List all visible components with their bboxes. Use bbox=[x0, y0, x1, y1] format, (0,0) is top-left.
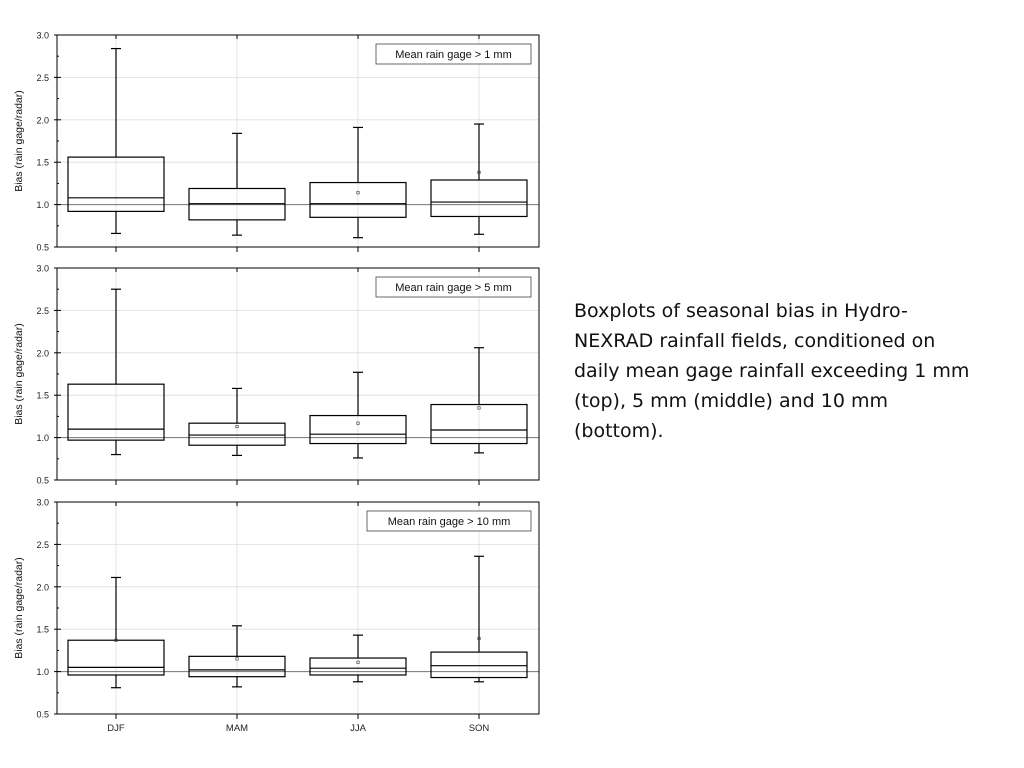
y-tick-label: 3.0 bbox=[36, 263, 49, 274]
y-tick-label: 0.5 bbox=[36, 709, 49, 720]
y-tick-label: 0.5 bbox=[36, 242, 49, 253]
y-tick-label: 2.5 bbox=[36, 539, 49, 550]
chart-panel-1 bbox=[13, 31, 539, 253]
y-tick-label: 3.0 bbox=[36, 30, 49, 41]
y-axis-label: Bias (rain gage/radar) bbox=[13, 557, 25, 659]
box-MAM bbox=[189, 133, 285, 235]
y-tick-label: 1.5 bbox=[36, 390, 49, 401]
plot-frame bbox=[57, 502, 539, 714]
y-axis-label: Bias (rain gage/radar) bbox=[13, 323, 25, 425]
y-tick-label: 1.0 bbox=[36, 667, 49, 678]
y-tick-label: 0.5 bbox=[36, 475, 49, 486]
box-JJA bbox=[310, 635, 406, 682]
y-tick-label: 2.0 bbox=[36, 115, 49, 126]
box-JJA bbox=[310, 372, 406, 458]
box-MAM bbox=[189, 388, 285, 455]
y-tick-label: 1.0 bbox=[36, 200, 49, 211]
y-tick-label: 2.0 bbox=[36, 348, 49, 359]
x-tick-label: SON bbox=[468, 723, 490, 734]
figure-caption: Boxplots of seasonal bias in Hydro-NEXRAD rainfall fields, conditioned on daily mean gage rainfall exceeding 1 mm (top), 5 mm (middle) and 10 mm (bottom). bbox=[574, 300, 970, 442]
y-tick-label: 1.5 bbox=[36, 624, 49, 635]
y-axis-label: Bias (rain gage/radar) bbox=[13, 90, 25, 192]
y-tick-label: 2.5 bbox=[36, 72, 49, 83]
legend-label: Mean rain gage > 10 mm bbox=[387, 516, 511, 528]
box-JJA bbox=[310, 127, 406, 237]
box-SON bbox=[431, 124, 527, 234]
legend-label: Mean rain gage > 1 mm bbox=[395, 49, 512, 61]
legend-label: Mean rain gage > 5 mm bbox=[395, 282, 512, 294]
y-tick-label: 1.0 bbox=[36, 433, 49, 444]
box-MAM bbox=[189, 626, 285, 687]
x-tick-label: MAM bbox=[225, 723, 249, 734]
plot-frame bbox=[57, 35, 539, 247]
y-tick-label: 2.5 bbox=[36, 305, 49, 316]
chart-panel-2 bbox=[13, 264, 539, 486]
x-tick-label: JJA bbox=[350, 723, 366, 734]
chart-panel-3 bbox=[13, 498, 539, 735]
y-tick-label: 1.5 bbox=[36, 157, 49, 168]
y-tick-label: 2.0 bbox=[36, 582, 49, 593]
plot-frame bbox=[57, 268, 539, 480]
y-tick-label: 3.0 bbox=[36, 497, 49, 508]
x-tick-label: DJF bbox=[107, 723, 125, 734]
